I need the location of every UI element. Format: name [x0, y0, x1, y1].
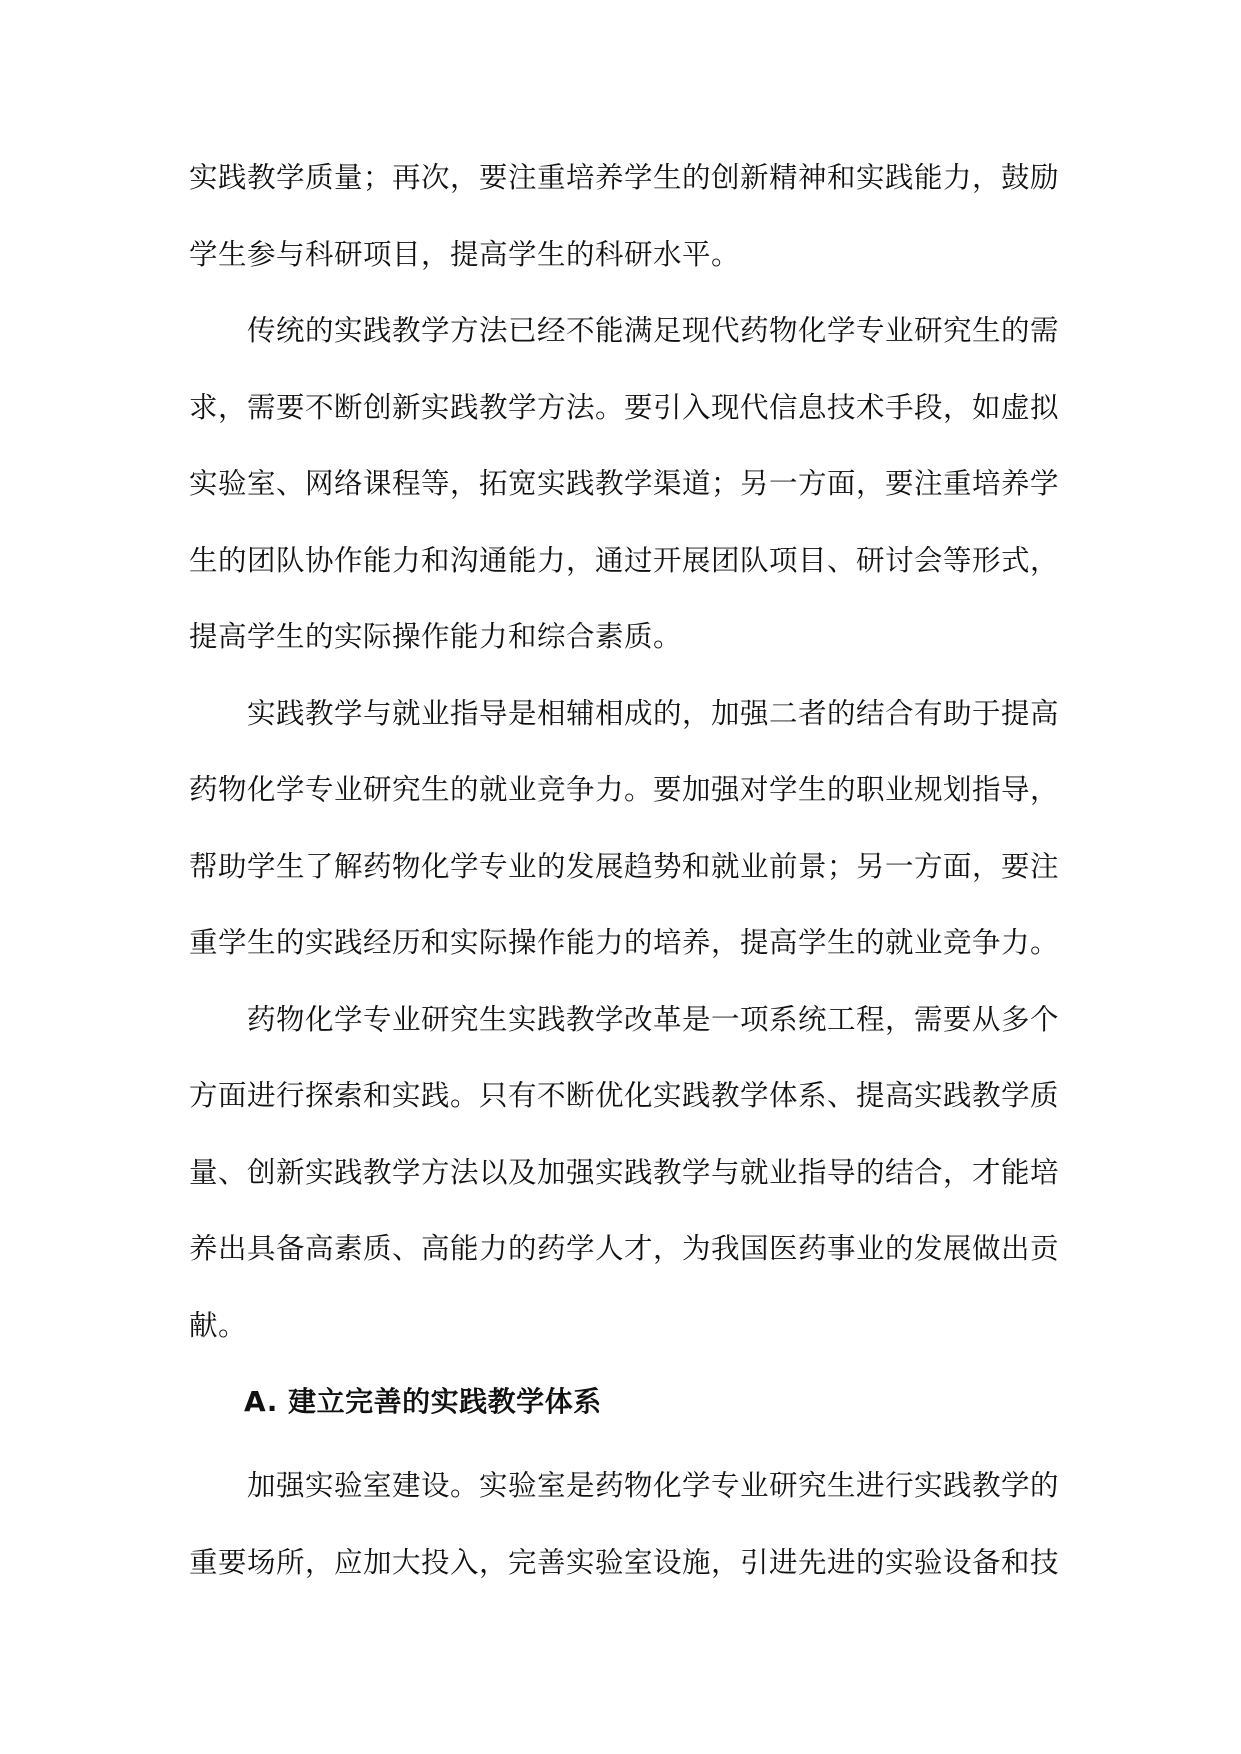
- paragraph-1: 实践教学质量；再次，要注重培养学生的创新精神和实践能力，鼓励学生参与科研项目，提高学生的科研水平。: [189, 161, 1060, 271]
- section-body-text: [189, 1448, 1059, 1601]
- paragraph-4: 药物化学专业研究生实践教学改革是一项系统工程，需要从多个方面进行探索和实践。只有不断优化实践教学体系、提高实践教学质量、创新实践教学方法以及加强实践教学与就业指导的结合，才能培养出具备高素质、高能力的药学人才，为我国医药事业的发展做出贡献。: [189, 1002, 1060, 1342]
- paragraph-3: 实践教学与就业指导是相辅相成的，加强二者的结合有助于提高药物化学专业研究生的就业竞争力。要加强对学生的职业规划指导，帮助学生了解药物化学专业的发展趋势和就业前景；另一方面，要注重学生的实践经历和实际操作能力的培养，提高学生的就业竞争力。: [189, 696, 1060, 959]
- section-heading: A. 建立完善的实践教学体系: [244, 1385, 602, 1418]
- body-text: [189, 140, 1059, 1364]
- section-paragraph: 加强实验室建设。实验室是药物化学专业研究生进行实践教学的重要场所，应加大投入，完善实验室设施，引进先进的实验设备和技: [189, 1469, 1060, 1579]
- paragraph-2: 传统的实践教学方法已经不能满足现代药物化学专业研究生的需求，需要不断创新实践教学方法。要引入现代信息技术手段，如虚拟实验室、网络课程等，拓宽实践教学渠道；另一方面，要注重培养学生的团队协作能力和沟通能力，通过开展团队项目、研讨会等形式，提高学生的实际操作能力和综合素质。: [189, 314, 1060, 653]
